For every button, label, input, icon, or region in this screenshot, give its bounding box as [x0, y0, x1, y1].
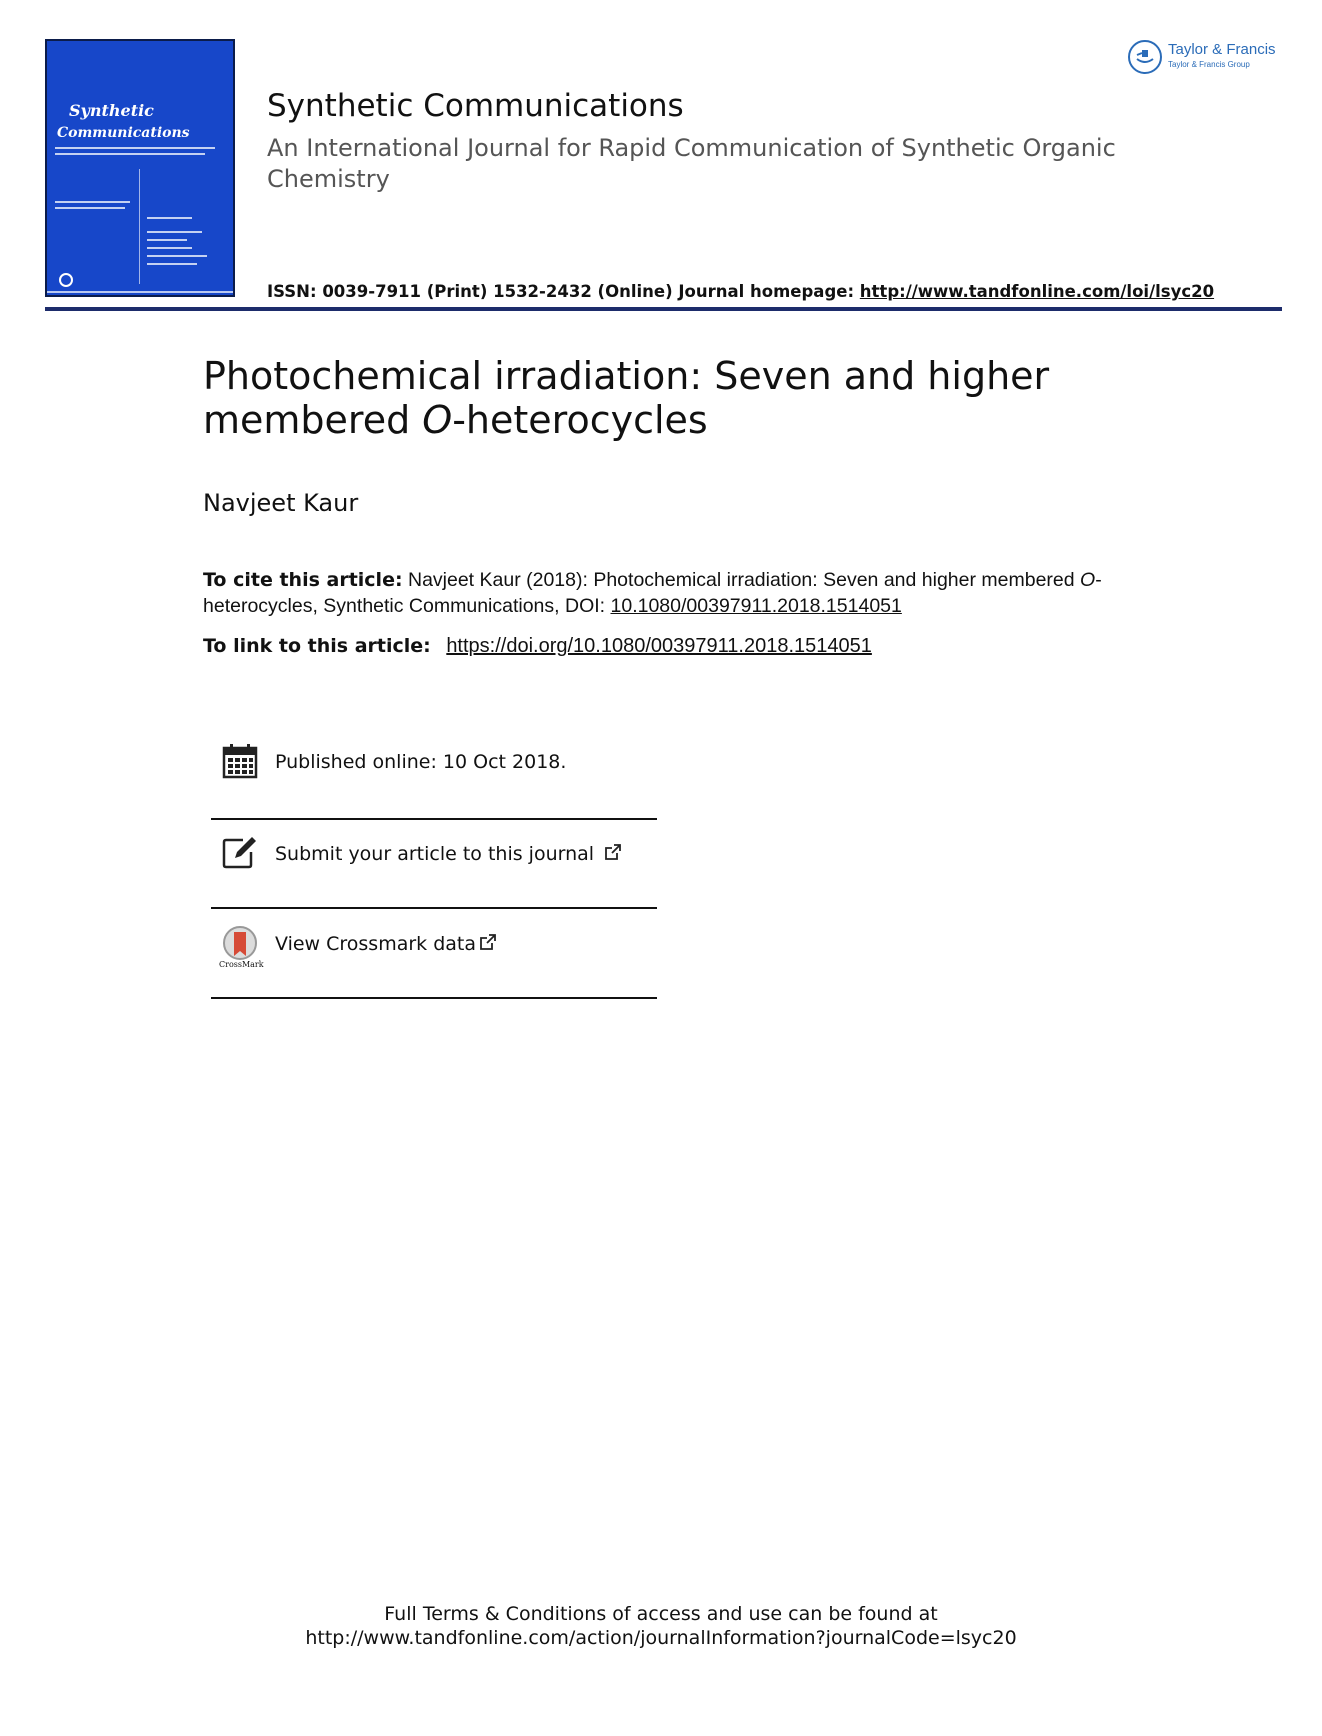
cover-text-bar [147, 247, 192, 249]
published-online-row [211, 742, 657, 830]
crossmark-logo-text: CrossMark [219, 960, 264, 969]
publisher-name: Taylor & Francis [1168, 41, 1276, 58]
cite-doi-link[interactable]: 10.1080/00397911.2018.1514051 [610, 595, 902, 617]
issn-text: ISSN: 0039-7911 (Print) 1532-2432 (Online) Journal homepage: [267, 282, 860, 301]
cite-text-part2: -heterocycles, Synthetic Communications, DOI: [203, 569, 1102, 617]
cite-label: To cite this article: [203, 569, 403, 591]
publisher-group: Taylor & Francis Group [1168, 60, 1250, 69]
cover-publisher-logo [59, 273, 73, 287]
publisher-logo-icon [1128, 40, 1162, 74]
cover-text-bar [147, 239, 187, 241]
article-author: Navjeet Kaur [203, 489, 359, 517]
submit-article-link[interactable] [275, 843, 622, 865]
crossmark-icon [221, 924, 259, 962]
info-divider [211, 818, 657, 820]
external-link-icon [479, 933, 497, 951]
journal-subtitle: An International Journal for Rapid Communication of Synthetic Organic Chemistry [267, 134, 1116, 193]
publisher-logo[interactable] [1128, 38, 1283, 78]
cover-text-bar [147, 263, 197, 265]
journal-title: Synthetic Communications [267, 88, 684, 124]
edit-icon [221, 834, 259, 872]
article-title-part2: -heterocycles [452, 398, 708, 442]
footer-terms-text: Full Terms & Conditions of access and use can be found at [384, 1603, 938, 1625]
cover-text-bar [147, 255, 207, 257]
submit-article-text: Submit your article to this journal [275, 843, 595, 865]
cover-text-bar [55, 153, 205, 155]
cover-divider [139, 169, 140, 284]
link-block [203, 635, 872, 658]
footer [0, 1602, 1322, 1650]
article-title-italic: O [422, 398, 453, 442]
cite-text-italic: O [1080, 569, 1096, 591]
footer-terms-url[interactable]: http://www.tandfonline.com/action/journalInformation?journalCode=lsyc20 [305, 1627, 1017, 1649]
cover-bottom-rule [47, 291, 233, 293]
journal-homepage-link[interactable]: http://www.tandfonline.com/loi/lsyc20 [859, 282, 1215, 301]
cite-text-part1: Navjeet Kaur (2018): Photochemical irradiation: Seven and higher membered [402, 569, 1081, 591]
link-label: To link to this article: [203, 635, 431, 657]
cover-title-line1: Synthetic [69, 101, 154, 120]
cover-text-bar [55, 147, 215, 149]
cover-text-bar [55, 201, 130, 203]
journal-cover-image [45, 39, 235, 297]
article-title-part1: Photochemical irradiation: Seven and higher membered [203, 354, 1050, 442]
cover-text-bar [147, 231, 202, 233]
external-link-icon [604, 843, 622, 861]
cover-text-bar [147, 217, 192, 219]
crossmark-text: View Crossmark data [275, 933, 477, 955]
citation-block [203, 567, 1153, 619]
cover-text-bar [55, 207, 125, 209]
calendar-icon [221, 742, 259, 780]
issn-line [267, 282, 1214, 301]
cover-title-line2: Communications [57, 125, 190, 141]
header-rule [45, 307, 1282, 311]
info-divider [211, 907, 657, 909]
published-online-text: Published online: 10 Oct 2018. [275, 751, 567, 773]
info-divider [211, 997, 657, 999]
crossmark-link[interactable] [275, 933, 497, 955]
article-doi-url[interactable]: https://doi.org/10.1080/00397911.2018.1514051 [446, 635, 872, 657]
article-title [203, 354, 1123, 442]
